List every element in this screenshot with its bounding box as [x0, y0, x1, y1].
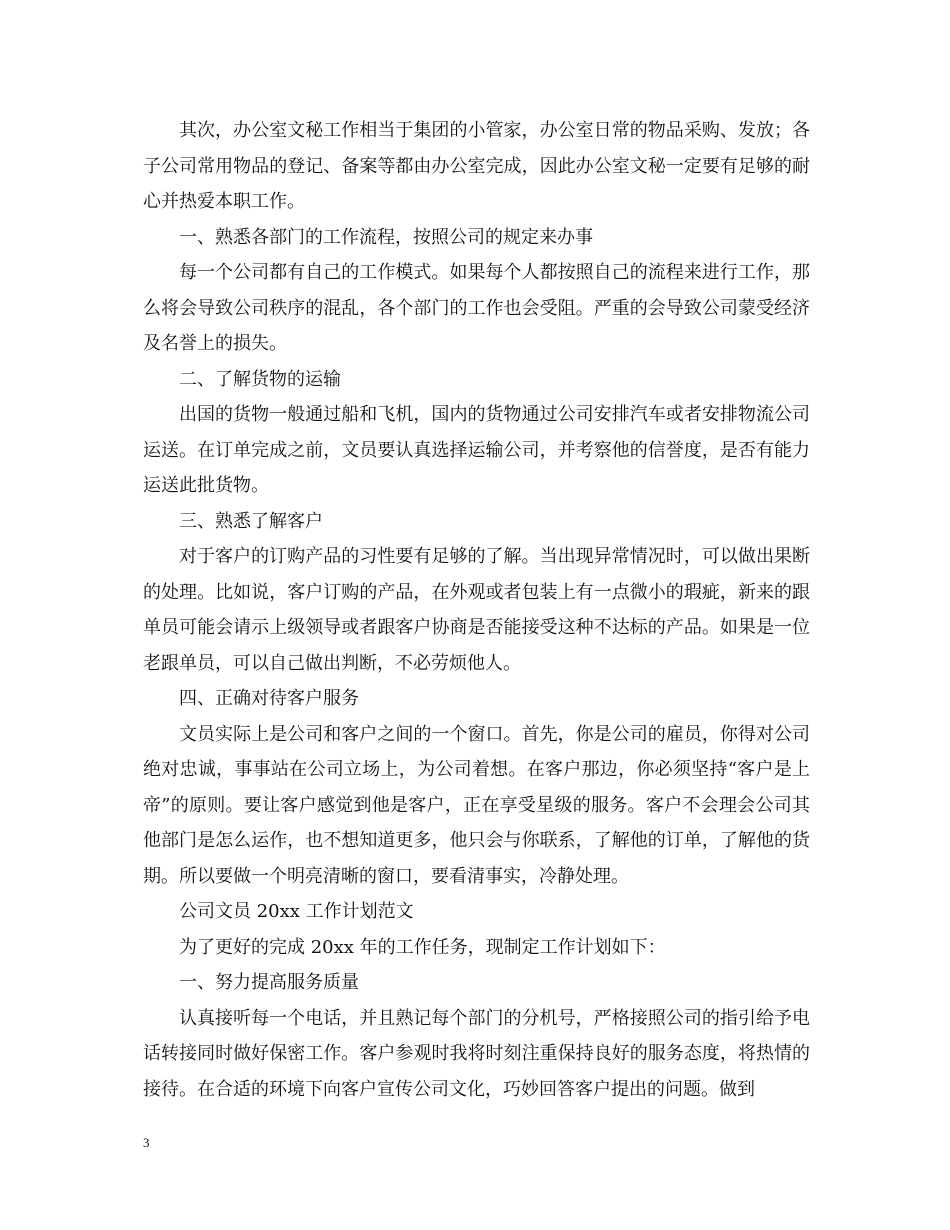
paragraph-section-2: 出国的货物一般通过船和飞机，国内的货物通过公司安排汽车或者安排物流公司运送。在订单完成之前，文员要认真选择运输公司，并考察他的信誉度，是否有能力运送此批货物。	[143, 404, 810, 496]
heading-section-1: 一、熟悉各部门的工作流程，按照公司的规定来办事	[179, 226, 593, 248]
paragraph-section-4: 文员实际上是公司和客户之间的一个窗口。首先，你是公司的雇员，你得对公司绝对忠诚，事事站在公司立场上，为公司着想。在客户那边，你必须坚持“客户是上帝”的原则。要让客户感觉到他是客户，正在享受星级的服务。客户不会理会公司其他部门是怎么运作，也不想知道更多，他只会与你联系，了解他的订单，了解他的货期。所以要做一个明亮清晰的窗口，要看清事实，冷静处理。	[143, 723, 810, 887]
document-body	[143, 113, 810, 1107]
heading-section-3: 三、熟悉了解客户	[179, 510, 323, 532]
paragraph-section-3: 对于客户的订购产品的习性要有足够的了解。当出现异常情况时，可以做出果断的处理。比如说，客户订购的产品，在外观或者包装上有一点微小的瑕疵，新来的跟单员可能会请示上级领导或者跟客户协商是否能接受这种不达标的产品。如果是一位老跟单员，可以自己做出判断，不必劳烦他人。	[143, 546, 810, 674]
paragraph-section-1: 每一个公司都有自己的工作模式。如果每个人都按照自己的流程来进行工作，那么将会导致公司秩序的混乱，各个部门的工作也会受阻。严重的会导致公司蒙受经济及名誉上的损失。	[143, 262, 810, 354]
plan-intro: 为了更好的完成 20xx 年的工作任务，现制定工作计划如下：	[179, 936, 666, 958]
paragraph-intro: 其次，办公室文秘工作相当于集团的小管家，办公室日常的物品采购、发放；各子公司常用物品的登记、备案等都由办公室完成，因此办公室文秘一定要有足够的耐心并热爱本职工作。	[143, 120, 810, 212]
heading-plan-1: 一、努力提高服务质量	[179, 972, 359, 993]
paragraph-plan-1: 认真接听每一个电话，并且熟记每个部门的分机号，严格接照公司的指引给予电话转接同时做好保密工作。客户参观时我将时刻注重保持良好的服务态度，将热情的接待。在合适的环境下向客户宣传公司文化，巧妙回答客户提出的问题。做到	[143, 1007, 810, 1100]
document-subtitle: 公司文员 20xx 工作计划范文	[179, 901, 414, 922]
page-number: 3	[143, 1135, 150, 1150]
heading-section-4: 四、正确对待客户服务	[179, 688, 359, 709]
heading-section-2: 二、了解货物的运输	[179, 368, 341, 390]
